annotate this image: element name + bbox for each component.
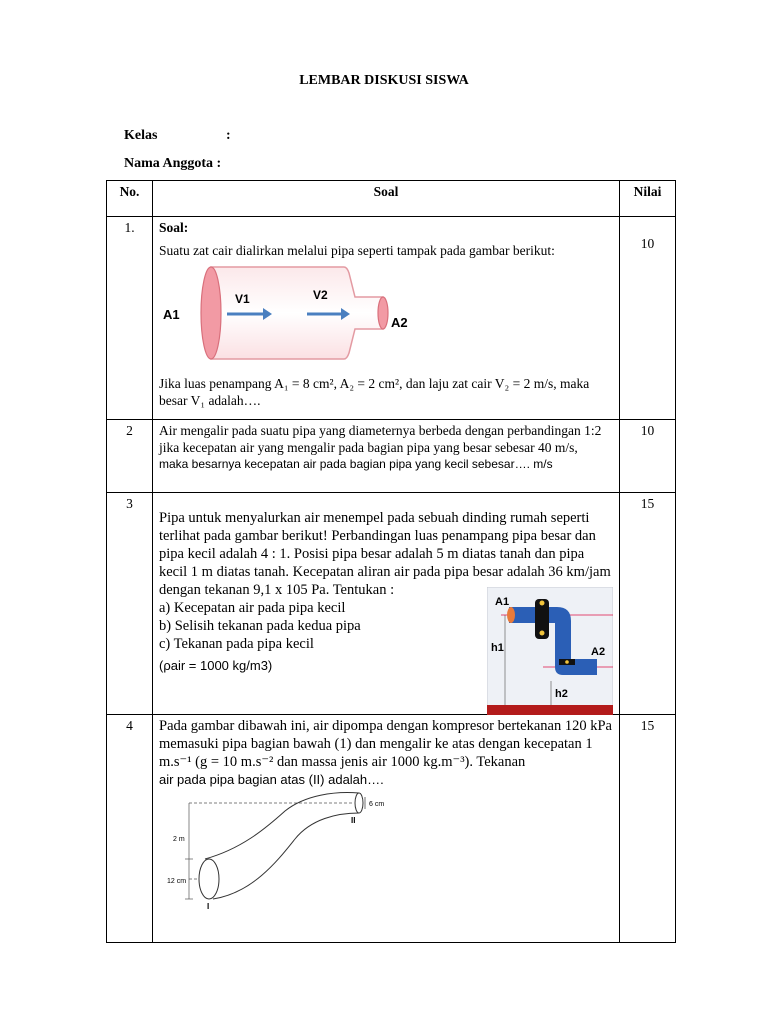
question-item-a: a) Kecepatan air pada pipa kecil: [159, 600, 346, 616]
label-top-dim: 6 cm: [369, 801, 385, 808]
label-i: I: [207, 902, 210, 911]
bent-pipe-diagram: [161, 789, 401, 915]
score-cell: 15: [620, 715, 676, 943]
question-item-b: b) Selisih tekanan pada kedua pipa: [159, 618, 361, 634]
density-note: (ρair = 1000 kg/m3): [159, 658, 273, 673]
score-cell: 10: [620, 420, 676, 493]
label-a1: A1: [495, 596, 510, 608]
label-v2: V2: [313, 288, 328, 302]
table-row: [107, 715, 676, 943]
question-cell: [153, 217, 620, 420]
label-height: 2 m: [173, 836, 185, 843]
header-soal: Soal: [153, 181, 620, 217]
label-h2: h2: [555, 688, 568, 700]
question-text: Jika luas penampang A₁ = 8 cm², A₂ = 2 cm², dan laju zat cair V₂ = 2 m/s, maka besar V₁ adalah….: [159, 376, 590, 408]
kelas-label: Kelas: [124, 128, 158, 143]
question-table: [106, 180, 676, 943]
score-cell: 10: [620, 217, 676, 420]
question-text-continued: air pada pipa bagian atas (II) adalah….: [159, 772, 384, 787]
table-row: [107, 493, 676, 715]
label-a1: A1: [163, 307, 180, 322]
question-cell: [153, 715, 620, 943]
table-header-row: [107, 181, 676, 217]
question-intro: Suatu zat cair dialirkan melalui pipa seperti tampak pada gambar berikut:: [159, 243, 555, 258]
label-a2: A2: [391, 315, 408, 330]
score-cell: 15: [620, 493, 676, 715]
nama-anggota-field: [124, 156, 221, 172]
header-no: No.: [107, 181, 153, 217]
question-heading: Soal:: [159, 220, 189, 235]
label-bottom-dim: 12 cm: [167, 878, 187, 885]
row-number: 1.: [107, 217, 153, 420]
question-item-c: c) Tekanan pada pipa kecil: [159, 636, 314, 652]
row-number: 2: [107, 420, 153, 493]
row-number: 3: [107, 493, 153, 715]
row-number: 4: [107, 715, 153, 943]
label-a2: A2: [591, 646, 606, 658]
page-title: LEMBAR DISKUSI SISWA: [299, 73, 469, 88]
question-text: Pipa untuk menyalurkan air menempel pada sebuah dinding rumah seperti terlihat pada gambar berikut! Perbandingan luas penampang pipa besar dan pipa kecil adalah 4 : 1. Posisi pipa besar adalah 5 m diatas tanah dan pipa kecil 1 m diatas tanah. Kecepatan aliran air pada pipa besar adalah 36 km/jam dengan tekanan 9,1 x 105 Pa. Tentukan :: [159, 510, 611, 598]
header-nilai: Nilai: [620, 181, 676, 217]
nama-anggota-label: Nama Anggota :: [124, 156, 222, 171]
question-cell: [153, 420, 620, 493]
table-row: [107, 217, 676, 420]
pipe-diagram-1: [159, 259, 419, 371]
question-text-continued: maka besarnya kecepatan air pada bagian pipa yang kecil sebesar…. m/s: [159, 457, 553, 471]
label-h1: h1: [491, 642, 504, 654]
label-ii: II: [351, 816, 356, 825]
wall-pipe-diagram: [487, 587, 613, 715]
question-text: Pada gambar dibawah ini, air dipompa dengan kompresor bertekanan 120 kPa memasuki pipa bagian bawah (1) dan mengalir ke atas dengan kecepatan 1 m.s⁻¹ (g = 10 m.s⁻² dan massa jenis air 1000 kg.m⁻³). Tekanan: [159, 718, 612, 770]
label-v1: V1: [235, 292, 250, 306]
question-cell: [153, 493, 620, 715]
question-text: Air mengalir pada suatu pipa yang diameternya berbeda dengan perbandingan 1:2 jika kecepatan air yang mengalir pada bagian pipa yang besar sebesar 40 m/s,: [159, 423, 602, 455]
table-row: [107, 420, 676, 493]
kelas-field: [124, 128, 231, 144]
kelas-colon: :: [226, 128, 231, 143]
